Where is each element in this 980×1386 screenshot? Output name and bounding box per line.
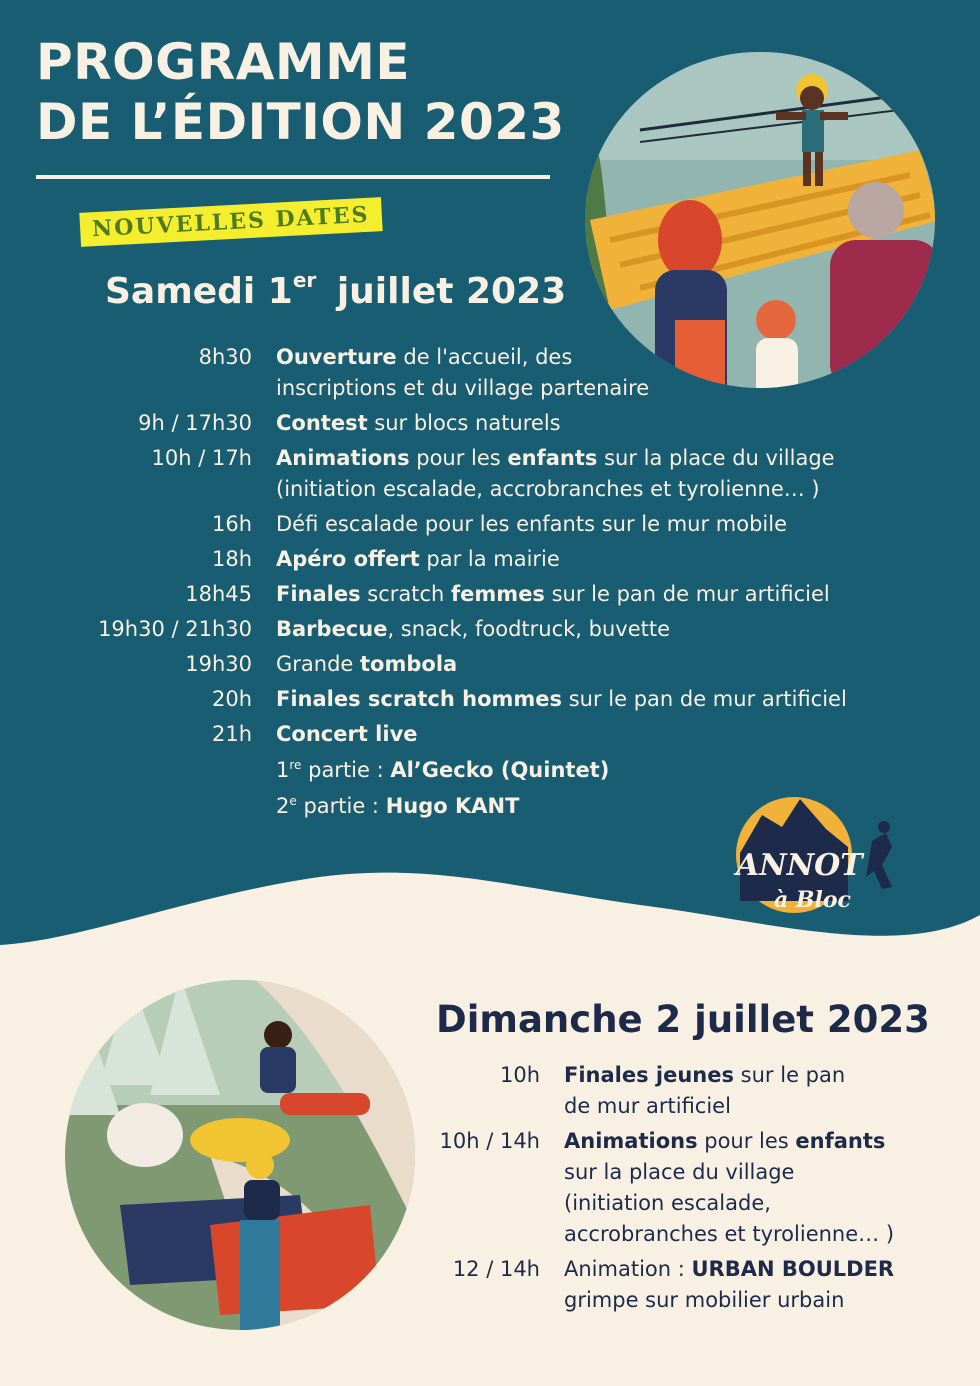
schedule-row — [430, 1254, 950, 1316]
schedule-description: Finales jeunes sur le pan de mur artificiel — [564, 1063, 846, 1118]
schedule-row — [20, 649, 950, 680]
schedule-row — [20, 443, 950, 505]
schedule-time: 19h30 — [185, 652, 252, 676]
family-zipline-illustration — [580, 50, 940, 390]
schedule-row — [20, 579, 950, 610]
schedule-time: 18h — [211, 547, 252, 571]
schedule-time: 10h / 14h — [439, 1129, 540, 1153]
schedule-row — [20, 342, 950, 404]
page-title: PROGRAMME DE L’ÉDITION 2023 — [36, 33, 565, 151]
schedule-time: 16h — [211, 512, 252, 536]
schedule-time: 21h — [211, 722, 252, 746]
schedule-description: Animation : URBAN BOULDER grimpe sur mobilier urbain — [564, 1257, 895, 1312]
schedule-description: Barbecue, snack, foodtruck, buvette — [276, 617, 671, 641]
svg-text:ANNOT: ANNOT — [736, 848, 863, 883]
schedule-description: Finales scratch femmes sur le pan de mur artificiel — [276, 582, 830, 606]
new-dates-stamp: NOUVELLES DATES — [79, 197, 382, 247]
saturday-heading: Samedi 1er juillet 2023 — [105, 268, 567, 312]
schedule-row — [20, 684, 950, 715]
schedule-time: 8h30 — [198, 345, 252, 369]
sunday-heading: Dimanche 2 juillet 2023 — [436, 998, 930, 1041]
title-underline — [36, 175, 550, 179]
schedule-description: Concert live 1re partie : Al’Gecko (Quintet) 2e partie : Hugo KANT — [276, 722, 610, 818]
schedule-description: Grande tombola — [276, 652, 458, 676]
schedule-row — [430, 1060, 950, 1122]
schedule-row — [20, 544, 950, 575]
schedule-description: Contest sur blocs naturels — [276, 411, 561, 435]
schedule-row — [20, 408, 950, 439]
annot-a-bloc-logo — [722, 783, 912, 923]
climbers-illustration — [60, 975, 420, 1335]
schedule-row — [430, 1126, 950, 1250]
saturday-schedule — [20, 342, 950, 826]
schedule-time: 12 / 14h — [452, 1257, 540, 1281]
schedule-description: Apéro offert par la mairie — [276, 547, 560, 571]
sunday-schedule — [430, 1060, 950, 1320]
schedule-time: 20h — [211, 687, 252, 711]
schedule-description: Défi escalade pour les enfants sur le mur mobile — [276, 512, 788, 536]
schedule-time: 18h45 — [185, 582, 252, 606]
schedule-time: 19h30 / 21h30 — [98, 617, 252, 641]
schedule-row — [20, 509, 950, 540]
schedule-time: 10h — [499, 1063, 540, 1087]
schedule-description: Animations pour les enfants sur la place du village (initiation escalade, accrobranches et tyrolienne… ) — [276, 446, 835, 501]
svg-text:à Bloc: à Bloc — [774, 887, 851, 913]
schedule-description: Ouverture de l'accueil, des inscriptions et du village partenaire — [276, 345, 650, 400]
schedule-row — [20, 614, 950, 645]
schedule-description: Finales scratch hommes sur le pan de mur artificiel — [276, 687, 847, 711]
schedule-description: Animations pour les enfants sur la place du village (initiation escalade, accrobranches et tyrolienne… ) — [564, 1129, 895, 1246]
schedule-time: 9h / 17h30 — [138, 411, 252, 435]
schedule-time: 10h / 17h — [151, 446, 252, 470]
